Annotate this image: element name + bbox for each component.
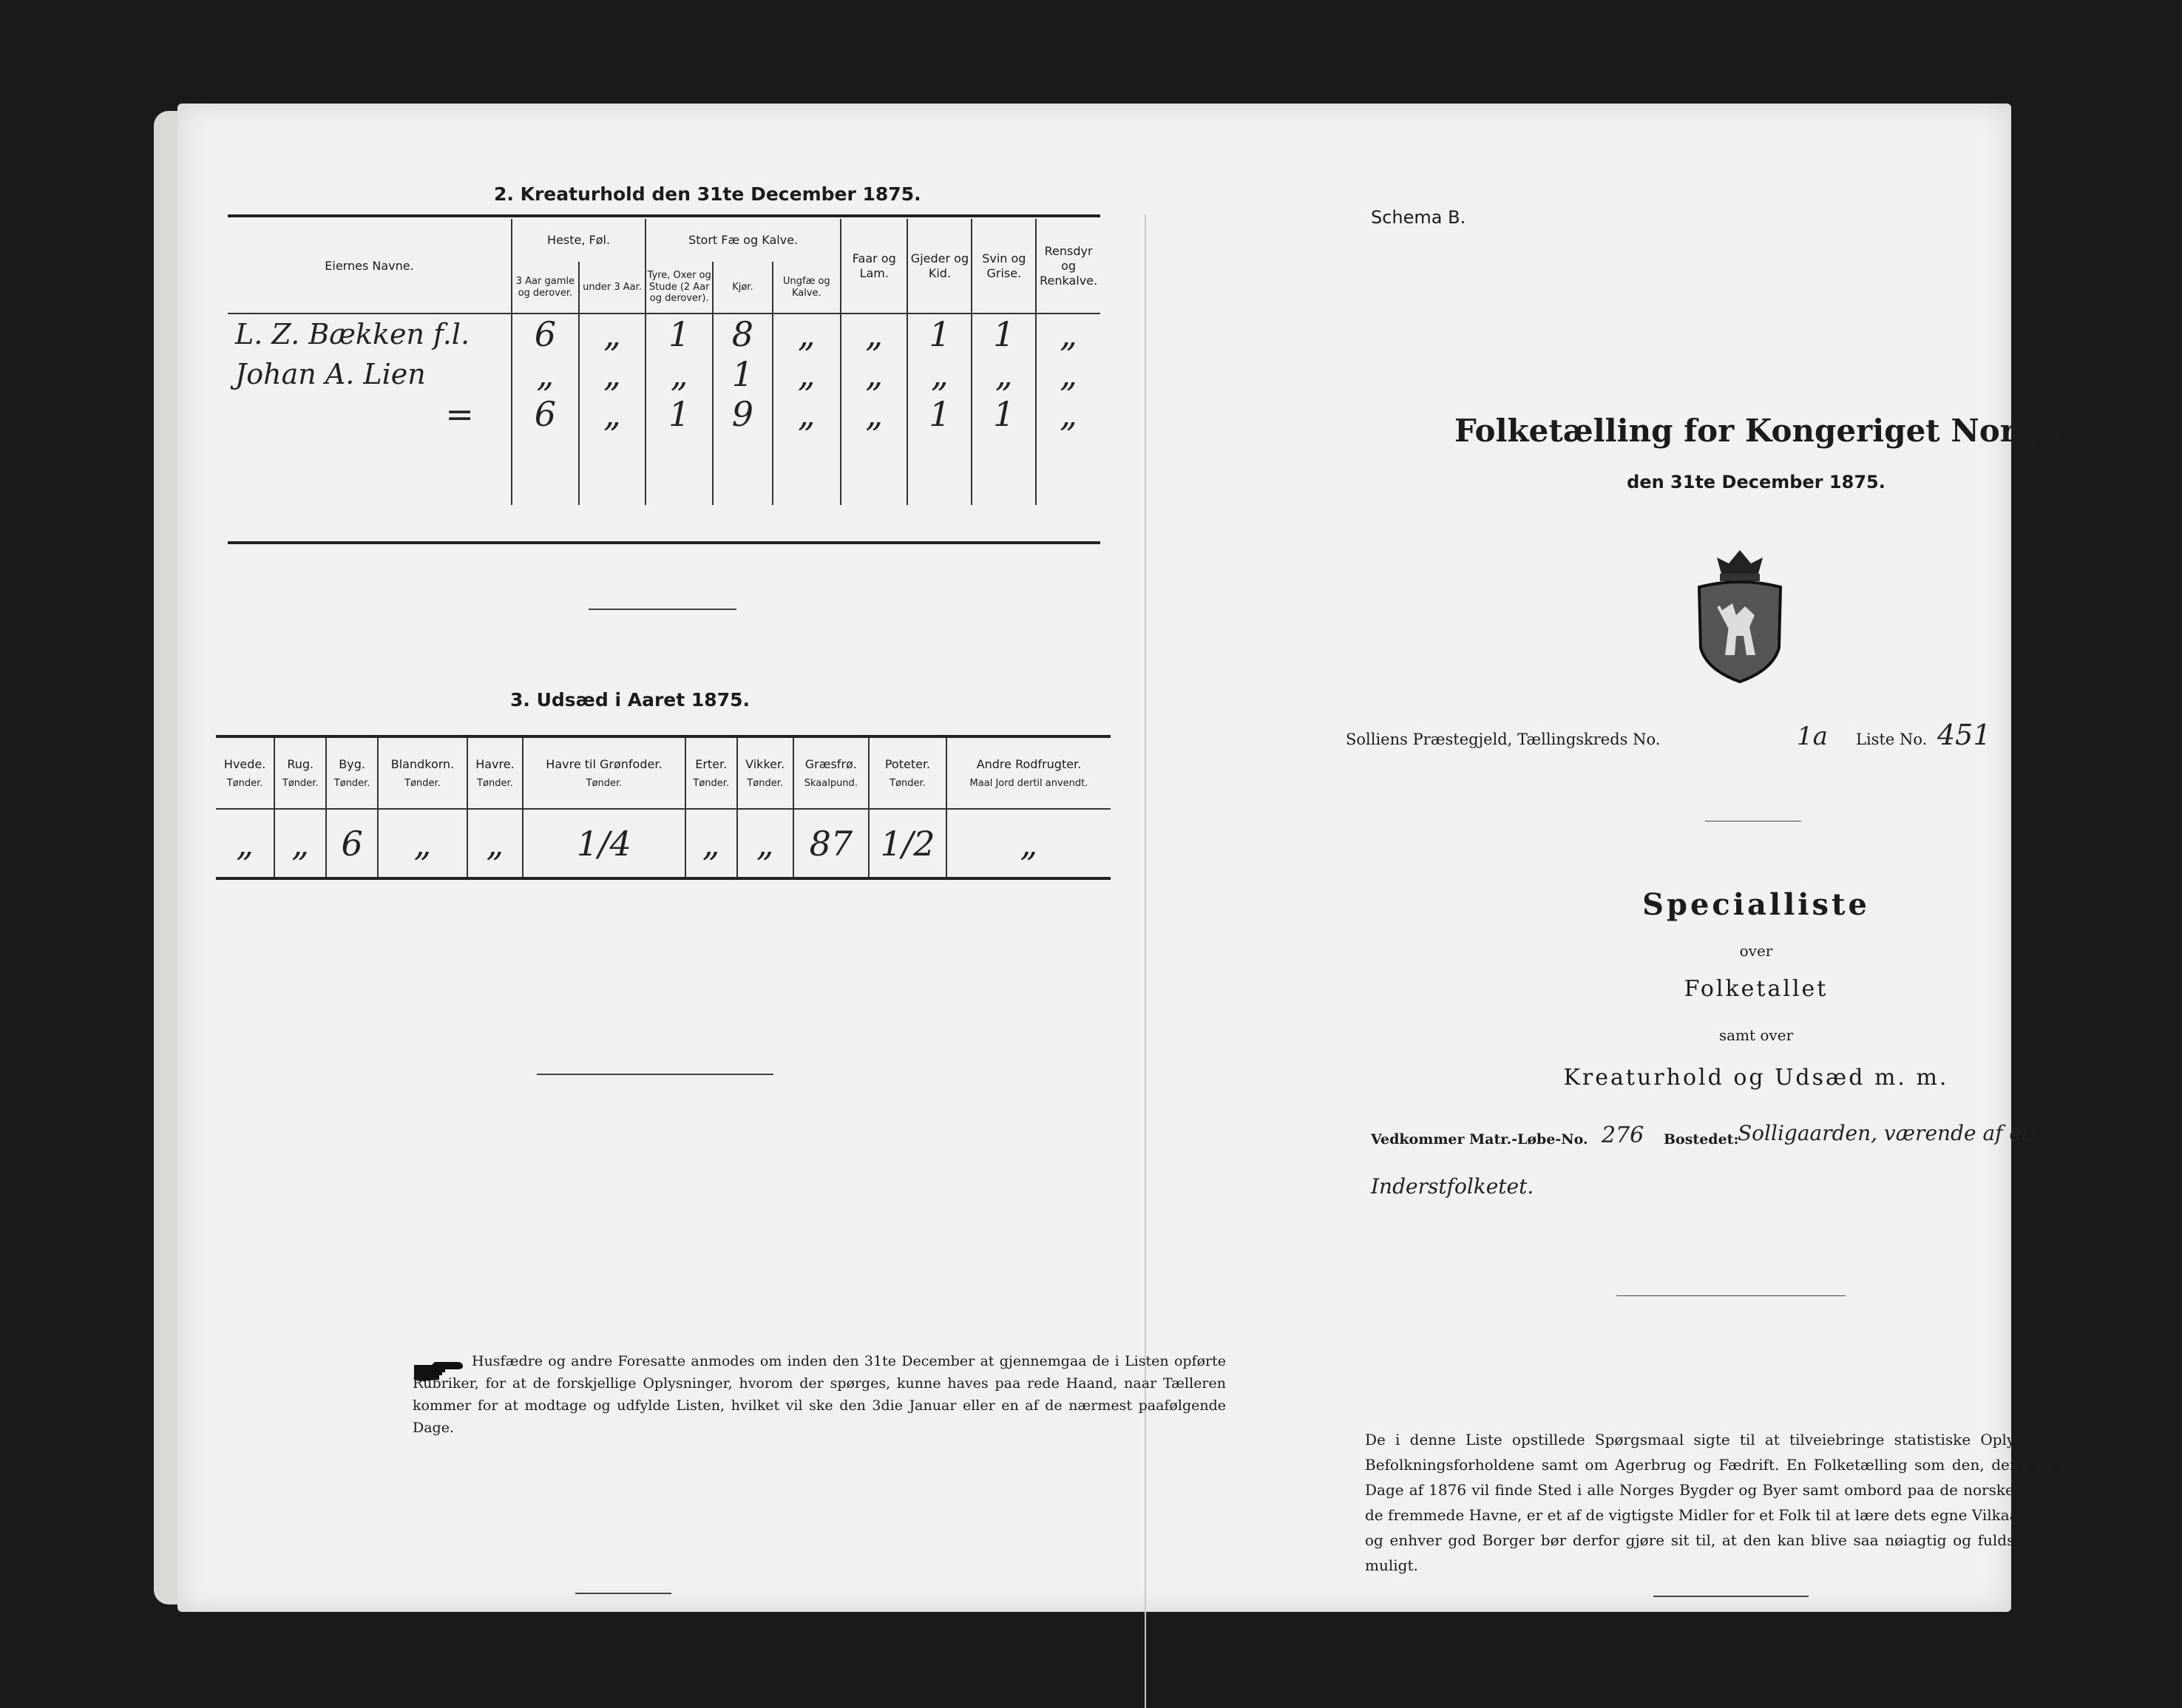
udsaed-value: „	[467, 809, 523, 877]
cell: 1	[907, 314, 972, 354]
table-row	[228, 434, 1100, 505]
udsaed-col-label: Hvede.	[223, 756, 266, 771]
schema-label: Schema B.	[1371, 207, 1466, 228]
district-label: Solliens Præstegjeld, Tællingskreds No.	[1346, 731, 1661, 748]
bottom-rule	[228, 541, 1100, 544]
top-rule	[228, 214, 1100, 217]
udsaed-col-unit: Tønder.	[747, 777, 783, 789]
owner-name: Johan A. Lien	[228, 354, 512, 394]
cell: 1	[907, 394, 972, 434]
udsaed-col-unit: Tønder.	[477, 777, 513, 789]
udsaed-col-label: Erter.	[695, 756, 728, 771]
udsaed-col-unit: Skaalpund.	[804, 777, 858, 789]
cell: „	[579, 314, 646, 354]
cell: „	[773, 394, 841, 434]
cell: 1	[972, 314, 1036, 354]
liste-label: Liste No.	[1856, 731, 1928, 748]
col-stort: Stort Fæ og Kalve.	[646, 219, 841, 262]
cell: „	[907, 354, 972, 394]
bosted-label: Bostedet:	[1664, 1131, 1739, 1148]
owner-name: L. Z. Bækken f.l.	[228, 314, 512, 354]
udsaed-col-header	[946, 738, 1111, 809]
over-label: over	[1739, 942, 1773, 960]
bottom-rule	[216, 877, 1111, 880]
divider	[589, 609, 736, 610]
udsaed-col-label: Vikker.	[745, 756, 785, 771]
cell: 1	[713, 354, 772, 394]
udsaed-col-label: Rug.	[287, 756, 314, 771]
table-row	[216, 809, 1111, 877]
udsaed-value: „	[274, 809, 326, 877]
udsaed-col-unit: Tønder.	[404, 777, 441, 789]
udsaed-col-unit: Tønder.	[890, 777, 926, 789]
udsaed-value: „	[737, 809, 793, 877]
col-stort-c: Ungfæ og Kalve.	[773, 262, 841, 314]
udsaed-col-header	[274, 738, 326, 809]
udsaed-table	[216, 738, 1111, 877]
divider	[537, 1074, 773, 1075]
udsaed-col-label: Poteter.	[884, 756, 931, 771]
udsaed-col-label: Blandkorn.	[390, 756, 455, 771]
cell: „	[579, 354, 646, 394]
cell: 1	[646, 314, 713, 354]
cell: 6	[512, 314, 579, 354]
coat-of-arms-icon	[1692, 544, 1788, 685]
cell: „	[646, 354, 713, 394]
cell: „	[512, 354, 579, 394]
udsaed-value: „	[378, 809, 467, 877]
col-heste-b: under 3 Aar.	[579, 262, 646, 314]
liste-number: 451	[1937, 719, 1991, 751]
cell: „	[841, 354, 907, 394]
cell: 1	[646, 394, 713, 434]
district-number: 1a	[1797, 722, 1828, 751]
col-gjeder: Gjeder og Kid.	[907, 219, 972, 314]
table-row	[228, 354, 1100, 394]
udsaed-col-unit: Tønder.	[693, 777, 730, 789]
udsaed-title: 3. Udsæd i Aaret 1875.	[510, 689, 750, 711]
census-sheet	[177, 104, 2104, 1612]
divider	[1616, 1295, 1846, 1296]
udsaed-col-header	[378, 738, 467, 809]
udsaed-col-header	[737, 738, 793, 809]
samt-over-label: samt over	[1718, 1026, 1794, 1044]
udsaed-col-header	[467, 738, 523, 809]
col-stort-a: Tyre, Oxer og Stude (2 Aar og derover).	[646, 262, 713, 314]
matr-number: 276	[1602, 1122, 1644, 1148]
right-page	[1324, 104, 2182, 1612]
cell: 9	[713, 394, 772, 434]
udsaed-col-label: Andre Rodfrugter.	[976, 756, 1082, 771]
udsaed-col-label: Byg.	[339, 756, 365, 771]
kreaturhold-table	[228, 219, 1100, 505]
folketallet-label: Folketallet	[1684, 976, 1829, 1002]
udsaed-value: 87	[793, 809, 869, 877]
info-text: De i denne Liste opstillede Spørgsmaal sigte til at tilveiebringe statistiske Oplysninger om Befolkningsforholdene samt om Agerbrug og Fædrift. En Folketælling som den, der i de første Dage af 1876 vil finde Sted i alle Norges Bygder og Byer samt ombord paa de norske Skibe ude i de fremmede Havne, er et af de vigtigste Midler for et Folk til at lære dets egne Vilkaar at kjende, og enhver god Borger bør derfor gjøre sit til, at den kan blive saa nøiagtig og fuldstændig som muligt.	[1365, 1431, 2104, 1574]
col-stort-b: Kjør.	[713, 262, 772, 314]
left-page	[177, 104, 1324, 1612]
notice-body: Husfædre og andre Foresatte anmodes om inden den 31te December at gjennemgaa de i Listen opførte Rubriker, for at de forskjellige Oplysninger, hvorom der spørges, kunne haves paa rede Haand, naar Tælleren kommer for at modtage og udfylde Listen, hvilket vil ske den 3die Januar eller en af de nærmest paafølgende Dage.	[413, 1353, 1226, 1436]
cell: „	[972, 354, 1036, 394]
udsaed-col-header	[793, 738, 869, 809]
udsaed-col-unit: Tønder.	[282, 777, 319, 789]
cell: „	[579, 394, 646, 434]
cell: „	[841, 394, 907, 434]
table-row	[228, 394, 1100, 434]
udsaed-col-unit: Maal Jord dertil anvendt.	[969, 777, 1088, 789]
cell: „	[1036, 354, 1100, 394]
cell: „	[841, 314, 907, 354]
udsaed-col-header	[685, 738, 737, 809]
bosted-value: Solligaarden, værende af et	[1738, 1121, 2030, 1145]
cell: 1	[972, 394, 1036, 434]
page-title: Folketælling for Kongeriget Norge	[1454, 413, 2058, 449]
census-date: den 31te December 1875.	[1627, 472, 1885, 492]
udsaed-col-header	[523, 738, 685, 809]
kreaturhold-title: 2. Kreaturhold den 31te December 1875.	[494, 183, 921, 205]
matr-label: Vedkommer Matr.-Løbe-No.	[1371, 1131, 1588, 1148]
udsaed-col-header	[869, 738, 946, 809]
kreaturhold-label: Kreaturhold og Udsæd m. m.	[1563, 1065, 1949, 1091]
udsaed-col-header	[326, 738, 378, 809]
cell: „	[1036, 314, 1100, 354]
udsaed-col-label: Græsfrø.	[804, 756, 857, 771]
udsaed-col-header	[216, 738, 274, 809]
udsaed-value: 1/4	[523, 809, 685, 877]
cell: 6	[512, 394, 579, 434]
col-svin: Svin og Grise.	[972, 219, 1036, 314]
cell: „	[773, 314, 841, 354]
col-heste-a: 3 Aar gamle og derover.	[512, 262, 579, 314]
udsaed-col-label: Havre.	[475, 756, 515, 771]
udsaed-col-unit: Tønder.	[333, 777, 370, 789]
cell: „	[1036, 394, 1100, 434]
notice-text	[413, 1350, 1226, 1439]
bosted-value-cont: Inderstfolketet.	[1371, 1174, 1534, 1199]
col-heste: Heste, Føl.	[512, 219, 646, 262]
udsaed-value: 6	[326, 809, 378, 877]
col-owner: Eiernes Navne.	[228, 219, 512, 314]
udsaed-col-label: Havre til Grønfoder.	[546, 756, 663, 771]
udsaed-value: „	[685, 809, 737, 877]
divider	[1653, 1596, 1809, 1597]
table-row	[228, 314, 1100, 354]
col-rensdyr: Rensdyr og Renkalve.	[1036, 219, 1100, 314]
cell: 8	[713, 314, 772, 354]
udsaed-col-unit: Tønder.	[586, 777, 623, 789]
specialliste-heading: Specialliste	[1642, 887, 1870, 922]
udsaed-col-unit: Tønder.	[226, 777, 263, 789]
udsaed-value: „	[946, 809, 1111, 877]
divider	[575, 1593, 671, 1594]
col-faar: Faar og Lam.	[841, 219, 907, 314]
cell: „	[773, 354, 841, 394]
sum-mark: =	[228, 394, 512, 434]
udsaed-value: 1/2	[869, 809, 946, 877]
udsaed-value: „	[216, 809, 274, 877]
